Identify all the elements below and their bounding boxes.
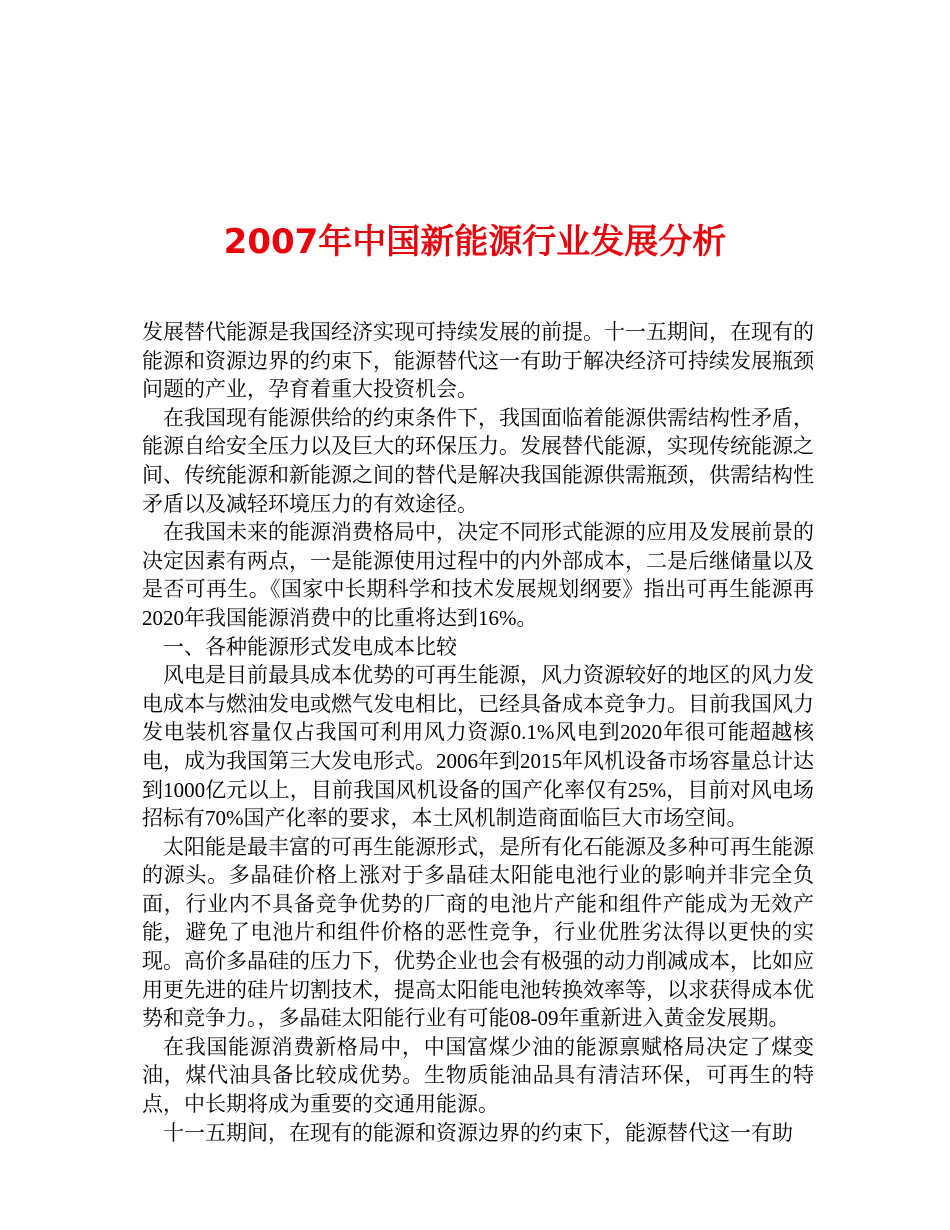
body-paragraph: 在我国能源消费新格局中，中国富煤少油的能源禀赋格局决定了煤变油，煤代油具备比较成优势。生物质能油品具有清洁环保，可再生的特点，中长期将成为重要的交通用能源。 [142, 1034, 814, 1117]
body-paragraph: 太阳能是最丰富的可再生能源形式，是所有化石能源及多种可再生能源的源头。多晶硅价格上涨对于多晶硅太阳能电池行业的影响并非完全负面，行业内不具备竞争优势的厂商的电池片产能和组件产能成为无效产能，避免了电池片和组件价格的恶性竞争，行业优胜劣汰得以更快的实现。高价多晶硅的压力下，优势企业也会有极强的动力削减成本，比如应用更先进的硅片切割技术，提高太阳能电池转换效率等，以求获得成本优势和竞争力。，多晶硅太阳能行业有可能08-09年重新进入黄金发展期。 [142, 834, 814, 1031]
body-paragraph: 在我国现有能源供给的约束条件下，我国面临着能源供需结构性矛盾，能源自给安全压力以及巨大的环保压力。发展替代能源，实现传统能源之间、传统能源和新能源之间的替代是解决我国能源供需瓶颈，供需结构性矛盾以及减轻环境压力的有效途径。 [142, 405, 814, 516]
document-title: 2007年中国新能源行业发展分析 [223, 222, 727, 262]
section-heading: 一、各种能源形式发电成本比较 [163, 634, 457, 659]
body-paragraph: 风电是目前最具成本优势的可再生能源，风力资源较好的地区的风力发电成本与燃油发电或燃气发电相比，已经具备成本竞争力。目前我国风力发电装机容量仅占我国可利用风力资源0.1%风电到2020年很可能超越核电，成为我国第三大发电形式。2006年到2015年风机设备市场容量总计达到1000亿元以上，目前我国风机设备的国产化率仅有25%，目前对风电场招标有70%国产化率的要求，本土风机制造商面临巨大市场空间。 [142, 663, 814, 831]
body-paragraph: 十一五期间，在现有的能源和资源边界的约束下，能源替代这一有助 [163, 1120, 793, 1145]
body-paragraph: 发展替代能源是我国经济实现可持续发展的前提。十一五期间，在现有的能源和资源边界的约束下，能源替代这一有助于解决经济可持续发展瓶颈问题的产业，孕育着重大投资机会。 [142, 320, 814, 402]
document-body [142, 318, 814, 1147]
body-paragraph: 在我国未来的能源消费格局中，决定不同形式能源的应用及发展前景的决定因素有两点，一是能源使用过程中的内外部成本，二是后继储量以及是否可再生。《国家中长期科学和技术发展规划纲要》指出可再生能源再2020年我国能源消费中的比重将达到16%。 [142, 520, 814, 630]
